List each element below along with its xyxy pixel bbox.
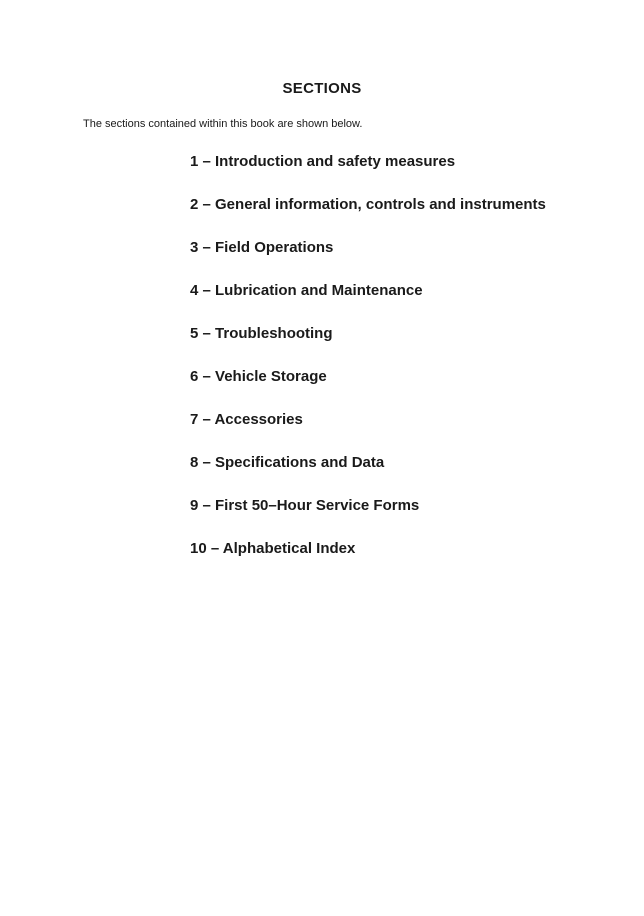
- intro-text: The sections contained within this book are shown below.: [83, 118, 363, 130]
- section-item-4: 4 – Lubrication and Maintenance: [190, 282, 423, 299]
- section-item-8: 8 – Specifications and Data: [190, 454, 385, 471]
- section-item-6: 6 – Vehicle Storage: [190, 368, 327, 385]
- section-item-1: 1 – Introduction and safety measures: [190, 153, 456, 170]
- section-item-2: 2 – General information, controls and instruments: [190, 196, 546, 213]
- section-item-3: 3 – Field Operations: [190, 239, 334, 256]
- section-item-10: 10 – Alphabetical Index: [190, 540, 356, 557]
- section-item-9: 9 – First 50–Hour Service Forms: [190, 497, 420, 514]
- sections-list: [190, 152, 546, 582]
- section-item-5: 5 – Troubleshooting: [190, 325, 333, 342]
- page-title: SECTIONS: [282, 80, 362, 97]
- section-item-7: 7 – Accessories: [190, 411, 303, 428]
